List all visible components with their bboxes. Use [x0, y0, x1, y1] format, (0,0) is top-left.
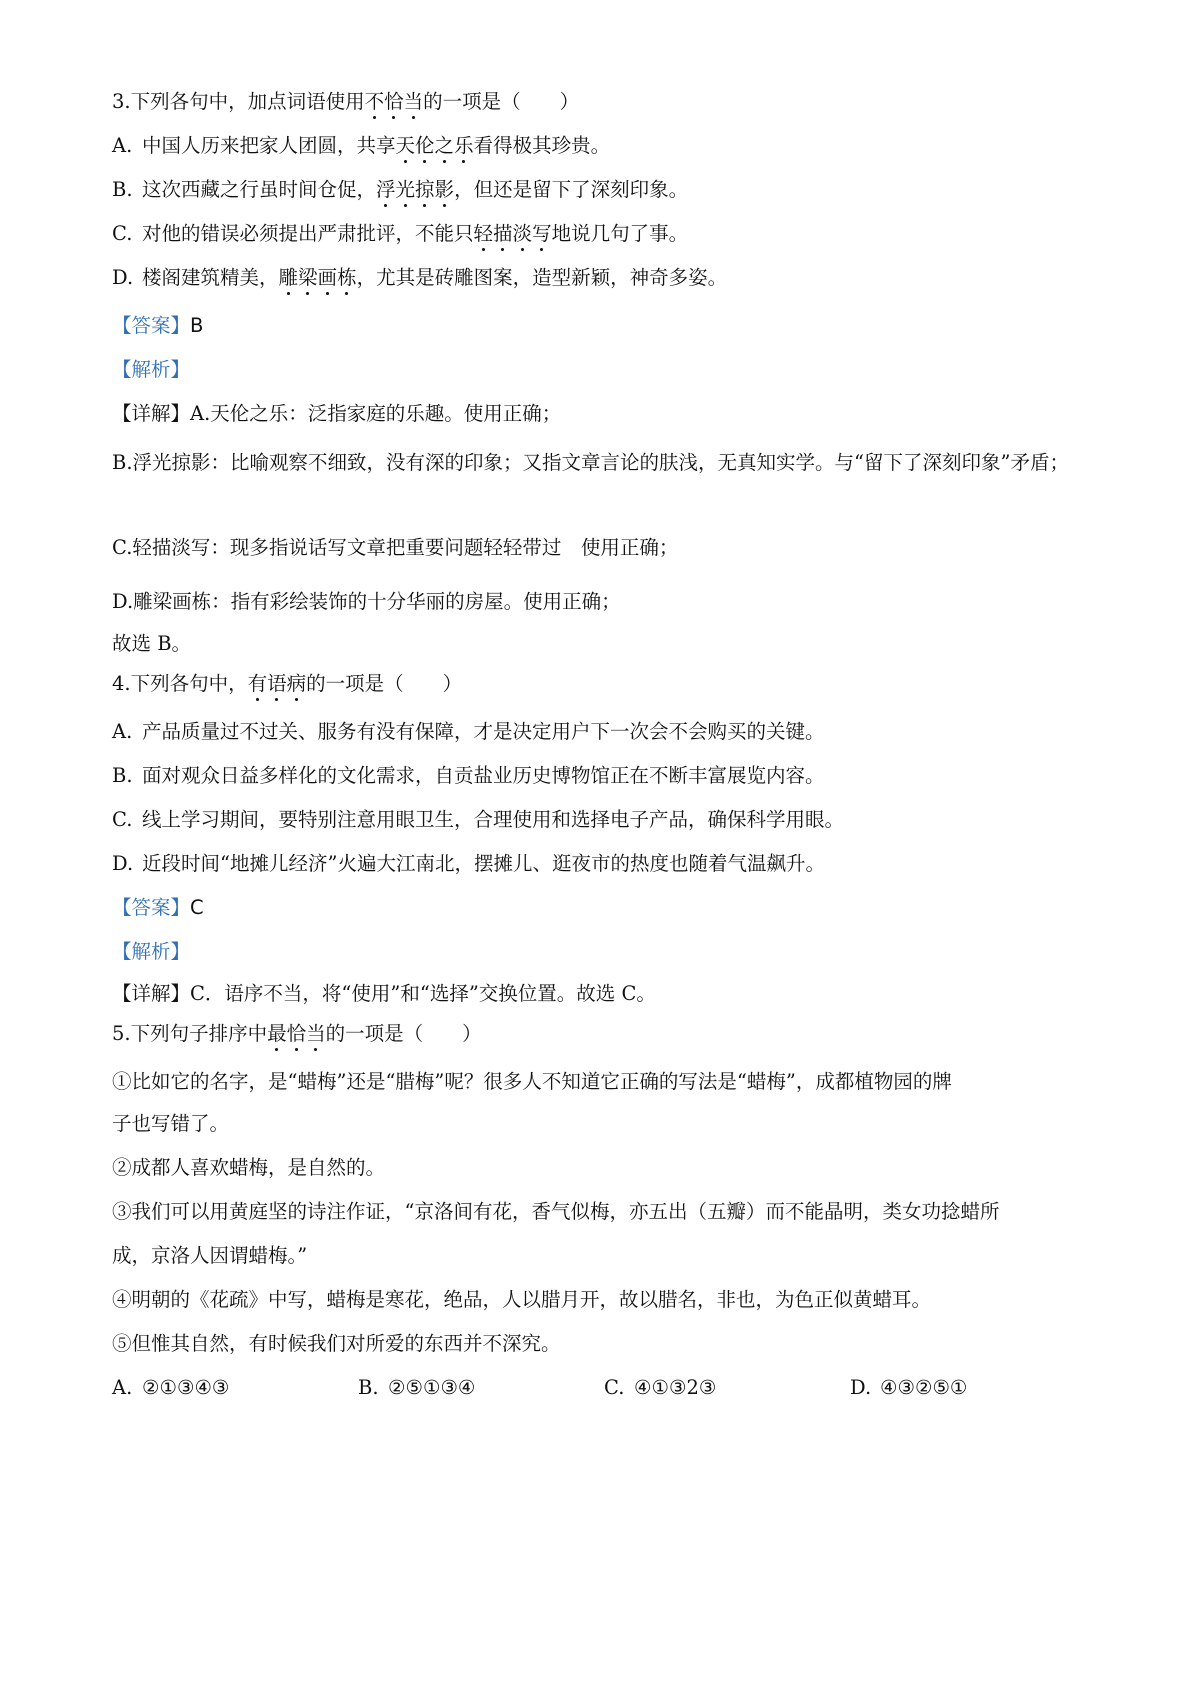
- q3-detail-2: B.浮光掠影：比喻观察不细致，没有深的印象；又指文章言论的肤浅，无真知实学。与“留下了深刻印象”矛盾；: [112, 451, 1069, 474]
- q5-sentence-2: ②成都人喜欢蜡梅，是自然的。: [112, 1156, 386, 1179]
- emphasis-char: 当: [306, 1022, 326, 1045]
- q3-detail-1: 【详解】A.天伦之乐：泛指家庭的乐趣。使用正确；: [112, 402, 562, 425]
- q5-sentence-1b: 子也写错了。: [112, 1112, 230, 1135]
- emphasis-char: 雕: [278, 266, 299, 289]
- emphasis-char: 最: [267, 1022, 287, 1045]
- q3-option-b: B. 这次西藏之行虽时间仓促，浮光掠影，但还是留下了深刻印象。: [112, 178, 689, 201]
- q5-stem: 5.下列句子排序中最恰当的一项是（ ）: [112, 1022, 482, 1045]
- q4-stem: 4.下列各句中，有语病的一项是（ ）: [112, 672, 463, 695]
- q4-option-b: B. 面对观众日益多样化的文化需求，自贡盐业历史博物馆正在不断丰富展览内容。: [112, 764, 825, 787]
- answer-tag: 【答案】: [112, 896, 191, 919]
- q3-conclusion: 故选 B。: [112, 632, 192, 655]
- emphasis-char: 恰: [384, 90, 404, 113]
- q3-detail-3: C.轻描淡写：现多指说话写文章把重要问题轻轻带过 使用正确；: [112, 536, 679, 559]
- emphasis-char: 不: [364, 90, 385, 113]
- q5-choice-b: B. ②⑤①③④: [358, 1376, 476, 1399]
- emphasis-char: 恰: [286, 1022, 307, 1045]
- q5-sentence-1a: ①比如它的名字，是“蜡梅”还是“腊梅”呢？很多人不知道它正确的写法是“蜡梅”，成都植物园的牌: [112, 1070, 952, 1093]
- q5-sentence-3b: 成，京洛人因谓蜡梅。”: [112, 1244, 308, 1267]
- q4-detail: 【详解】C．语序不当，将“使用”和“选择”交换位置。故选 C。: [112, 982, 656, 1005]
- emphasis-char: 乐: [454, 134, 474, 157]
- detail-tag: 【详解】: [112, 402, 191, 425]
- q5-sentence-4: ④明朝的《花疏》中写，蜡梅是寒花，绝品，人以腊月开，故以腊名，非也，为色正似黄蜡耳。: [112, 1288, 932, 1311]
- emphasis-char: 梁: [298, 266, 318, 289]
- emphasis-char: 当: [403, 90, 424, 113]
- q5-choice-c: C. ④①③2③: [604, 1376, 717, 1399]
- q3-option-a: A. 中国人历来把家人团圆，共享天伦之乐看得极其珍贵。: [112, 134, 611, 157]
- emphasis-char: 掠: [415, 178, 435, 201]
- q5-sentence-5: ⑤但惟其自然，有时候我们对所爱的东西并不深究。: [112, 1332, 561, 1355]
- emphasis-char: 淡: [512, 222, 533, 245]
- emphasis-char: 天: [395, 134, 416, 157]
- emphasis-char: 写: [532, 222, 552, 245]
- q3-stem: 3.下列各句中，加点词语使用不恰当的一项是（ ）: [112, 90, 580, 113]
- emphasis-char: 光: [395, 178, 416, 201]
- q4-analysis-tag: 【解析】: [112, 940, 191, 963]
- q3-answer: [112, 312, 1090, 340]
- q5-choice-a: A. ②①③④③: [112, 1376, 230, 1399]
- q3-option-d: D. 楼阁建筑精美，雕梁画栋，尤其是砖雕图案，造型新颖，神奇多姿。: [112, 266, 728, 289]
- emphasis-char: 伦: [415, 134, 435, 157]
- answer-value: B: [190, 314, 204, 337]
- answer-tag: 【答案】: [112, 314, 191, 337]
- q4-option-a: A. 产品质量过不过关、服务有没有保障，才是决定用户下一次会不会购买的关键。: [112, 720, 825, 743]
- emphasis-char: 描: [493, 222, 513, 245]
- q3-detail-4: D.雕梁画栋：指有彩绘装饰的十分华丽的房屋。使用正确；: [112, 590, 621, 613]
- q4-option-c: C. 线上学习期间，要特别注意用眼卫生，合理使用和选择电子产品，确保科学用眼。: [112, 808, 845, 831]
- emphasis-char: 轻: [473, 222, 494, 245]
- q5-choice-d: D. ④③②⑤①: [850, 1376, 968, 1399]
- emphasis-char: 画: [317, 266, 338, 289]
- q5-sentence-3a: ③我们可以用黄庭坚的诗注作证，“京洛间有花，香气似梅，亦五出（五瓣）而不能晶明，类女功捻蜡所: [112, 1200, 1000, 1223]
- q3-analysis-tag: 【解析】: [112, 358, 191, 381]
- detail-tag: 【详解】: [112, 982, 191, 1005]
- emphasis-char: 之: [434, 134, 455, 157]
- answer-value: C: [190, 896, 204, 919]
- emphasis-char: 病: [286, 672, 307, 695]
- emphasis-char: 浮: [376, 178, 396, 201]
- emphasis-char: 有: [247, 672, 268, 695]
- q4-option-d: D. 近段时间“地摊儿经济”火遍大江南北，摆摊儿、逛夜市的热度也随着气温飙升。: [112, 852, 825, 875]
- q3-option-c: C. 对他的错误必须提出严肃批评，不能只轻描淡写地说几句了事。: [112, 222, 689, 245]
- emphasis-char: 栋: [337, 266, 357, 289]
- emphasis-char: 影: [434, 178, 455, 201]
- emphasis-char: 语: [267, 672, 287, 695]
- q4-answer: [112, 894, 1090, 922]
